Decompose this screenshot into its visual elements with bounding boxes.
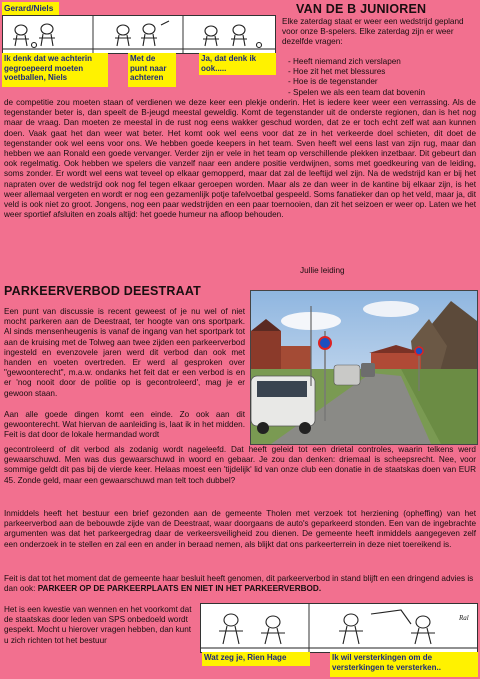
parkeer-full-text3 [4,574,476,594]
parkeer-col-text: Een punt van discussie is recent geweest of je nu wel of niet mocht parkeren aan de Deestraat, ter hoogte van ons sportpark. Al sinds mensenheugenis is vanaf de ingang van het sportpark tot aan de kruising met de Tolweg aan twee zijden een parkeerverbod ingesteld en evenzovele jaren werd dit verbod dan ook met handen en voeten overtreden. Er werd al gesproken over "gewoonterecht", m.a.w. ondanks het feit dat er een verbod is en er 'nog nooit door de politie op is gecontroleerd', mag je er gewoon staan. [4,307,245,398]
street-photo-illustration [251,291,477,444]
cartoon-credit: Gerard/Niels [2,2,59,15]
top-caption-left: Ik denk dat we achterin gegroepeerd moeten voetballen, Niels [2,53,108,87]
soccer-cartoon-drawing [201,604,477,652]
parkeer-bottom-text: Het is een kwestie van wennen en het voorkomt dat de staatskas door leden van SPS onbedoeld wordt gespekt. Mocht u hierover vragen hebben, dan kunt u zich richten tot het bestuur [4,605,192,645]
bottom-caption-right: Ik wil versterkingen om de versterkingen te versterken.. [330,652,478,677]
junioren-body: de competitie zou moeten staan of verdienen we deze keer een plekje onderin. Het is iedere keer weer een verrassing. Als de tegenstander beter is, dan speelt de B-jeugd meestal geweldig. Komt de tegenstander uit de onderste regionen, dan is het nog maar de vraag. Dan moeten ze meestal in de rust nog eens wakker geschud worden, dat ze er toch echt zelf wat aan kunnen doen. Vaak gaat het dan weer wat beter. Het komt ook wel eens voor dat ze in het verkeerde doel schieten, dit doet de tegenstander ook wel eens voor ons. We hebben goede keepers in het team. Sven heeft wel eens last van zijn rug, maar dan hebben we aan Ronald een goede vervanger. Verder zijn er vele in het team op verschillende plekken inzetbaar. Dit gebeurt dan ook regelmatig. Ook hebben we spelers die vanzelf naar een andere positie verdwijnen, soms met goedkeuring van de leiding, soms zonder. Er wordt wel eens wat teveel op elkaar gemopperd, maar dat zal de leeftijd wel zijn. Na de wedstrijd kan er bij het napraten over de wedstrijd ook nog fel tegen elkaar geroepen worden. Maar als ze dan weer in de kantine bij elkaar zijn, is het weer allemaal vergeten en wordt er nog een gezamenlijk potje tafelvoetbal gespeeld. Soms fanatieker dan op het veld, maar ja, dit veld is ook niet zo groot. Jongens, nog een paar wedstrijden en een paar toernooien, dan zit het seizoen er weer op. Laten we het weer sportief afsluiten en zoals altijd: het goede humeur na afloop behouden. [4,98,476,220]
football-cartoon-drawing [3,16,275,53]
junioren-signature: Jullie leiding [300,266,345,275]
cartoonist-signature: Ral [459,614,469,622]
parkeer-title: PARKEERVERBOD DEESTRAAT [4,284,201,298]
parkeer-full-text1: gecontroleerd of dit verbod als zodanig wordt nageleefd. Dat heeft geleid tot een drietal controles, waarin telkens werd gewaarschuwd. Men was dus gewaarschuwd in woord en gebaar. Je zou dan denken: driemaal is scheepsrecht. Nee, voor sommige geldt dit pas bij de vierde keer. Helaas moest een 'tijdelijk' lid van onze club een donatie in de staatskas doen van EUR 45. Zonde geld, maar een gewaarschuwd man telt toch dubbel? [4,445,476,485]
top-caption-mid: Met de punt naar achteren [128,53,176,87]
street-photo [250,290,478,445]
parkeer-col-text2: Aan alle goede dingen komt een einde. Zo ook aan dit gewoonterecht. Wat hiervan de aanleiding is, laat ik in het midden. Feit is dat door de lokale hermandad wordt [4,410,245,440]
bullet-item: - Spelen we als een team dat bovenin [288,87,426,97]
bottom-cartoon [200,603,478,653]
bullet-item: - Heeft niemand zich verslapen [288,57,401,66]
parkeer-full-text2: Inmiddels heeft het bestuur een brief gezonden aan de gemeente Tholen met verzoek tot herziening (opheffing) van het parkeerverbod aan de bebouwde zijde van de Deestraat, waar doorgaans de auto's geparkeerd stonden. Een van de ingebrachte argumenten was dat het parkeergedrag daar de verkeersveiligheid zou dienen. De gemeente heeft inmiddels aangegeven zelf een onderzoek in te stellen en zal een en ander in beraad nemen, als blijkt dat ons parkeerterrein in deze niet toereikend is. [4,509,476,549]
bullet-item: - Hoe is de tegenstander [288,77,378,87]
junioren-bullets [288,57,478,98]
top-cartoon [2,15,276,54]
top-caption-right: Ja, dat denk ik ook..... [199,53,276,75]
junioren-title: VAN DE B JUNIOREN [296,2,427,16]
bullet-item: - Hoe zit het met blessures [288,67,386,77]
advice-bold: PARKEER OP DE PARKEERPLAATS EN NIET IN HET PARKEERVERBOD. [37,584,322,594]
bottom-caption-left: Wat zeg je, Rien Hage [202,652,310,666]
advice-text: Feit is dat tot het moment dat de gemeente haar besluit heeft genomen, dit parkeerverbod in stand blijft en een dringend advies is dan ook: [4,574,474,594]
junioren-intro: Elke zaterdag staat er weer een wedstrijd gepland voor onze B-spelers. Elke zaterdag zijn er weer dezelfde vragen: [282,17,464,47]
